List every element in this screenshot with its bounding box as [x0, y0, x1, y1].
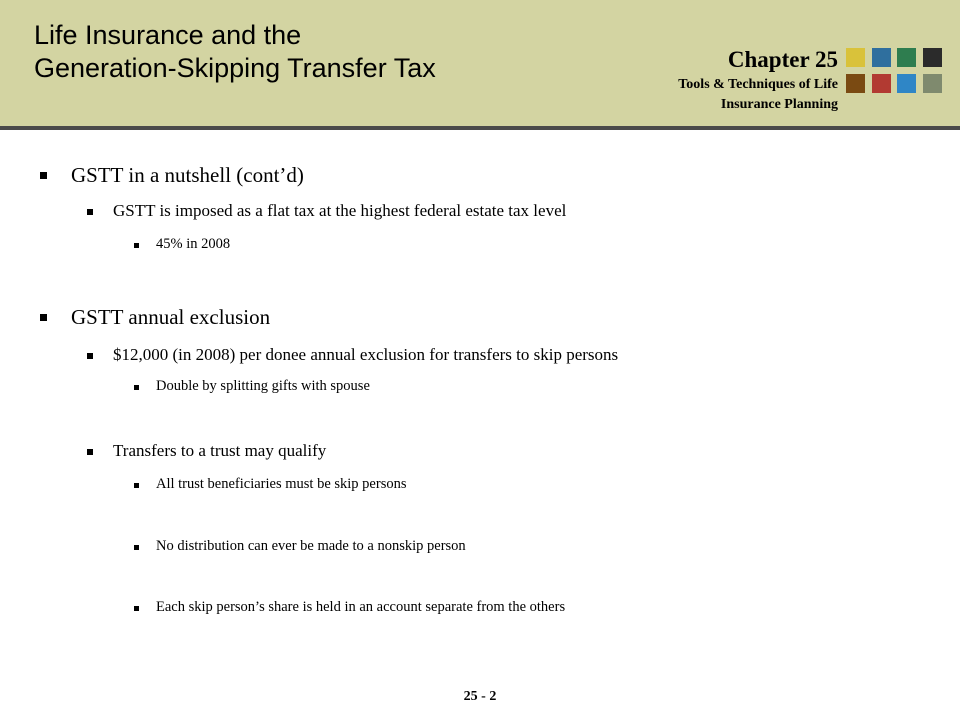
slide-title-line-1: Life Insurance and the — [34, 20, 302, 50]
bullet-marker — [134, 243, 139, 248]
bullet-marker — [87, 209, 93, 215]
bullet-text: All trust beneficiaries must be skip persons — [156, 476, 407, 492]
bullet-gstt-nutshell — [40, 163, 304, 188]
bullet-text: 45% in 2008 — [156, 236, 231, 252]
bullet-text: Transfers to a trust may qualify — [113, 441, 327, 460]
bullet-flat-tax — [87, 201, 566, 221]
bullet-trust-qualify — [87, 441, 326, 461]
bullet-marker — [134, 385, 139, 390]
bullet-marker — [87, 353, 93, 359]
bullet-text: GSTT annual exclusion — [71, 305, 271, 329]
bullet-marker — [40, 172, 47, 179]
chapter-subtitle-line-2: Insurance Planning — [720, 97, 838, 112]
bullet-text: GSTT is imposed as a flat tax at the highest federal estate tax level — [113, 201, 567, 220]
chapter-title: Chapter 25 — [727, 47, 838, 72]
bullet-beneficiaries-skip — [134, 476, 406, 493]
bullet-marker — [134, 545, 139, 550]
bullet-split-gifts — [134, 378, 370, 395]
bullet-45-percent — [134, 236, 230, 253]
bullet-text: No distribution can ever be made to a nonskip person — [156, 538, 466, 554]
page-number: 25 - 2 — [463, 689, 497, 704]
bullet-annual-exclusion — [40, 305, 270, 330]
bullet-no-distribution — [134, 538, 466, 555]
bullet-text: $12,000 (in 2008) per donee annual exclusion for transfers to skip persons — [113, 345, 619, 364]
bullet-12000-exclusion — [87, 345, 618, 365]
chapter-subtitle-line-1: Tools & Techniques of Life — [678, 77, 838, 92]
bullet-marker — [134, 483, 139, 488]
bullet-marker — [134, 606, 139, 611]
bullet-text: Double by splitting gifts with spouse — [156, 378, 370, 394]
bullet-marker — [87, 449, 93, 455]
slide-title-line-2: Generation-Skipping Transfer Tax — [34, 53, 436, 83]
bullet-text: Each skip person’s share is held in an account separate from the others — [156, 599, 566, 615]
bullet-text: GSTT in a nutshell (cont’d) — [71, 163, 304, 187]
bullet-separate-account — [134, 599, 565, 616]
bullet-marker — [40, 314, 47, 321]
